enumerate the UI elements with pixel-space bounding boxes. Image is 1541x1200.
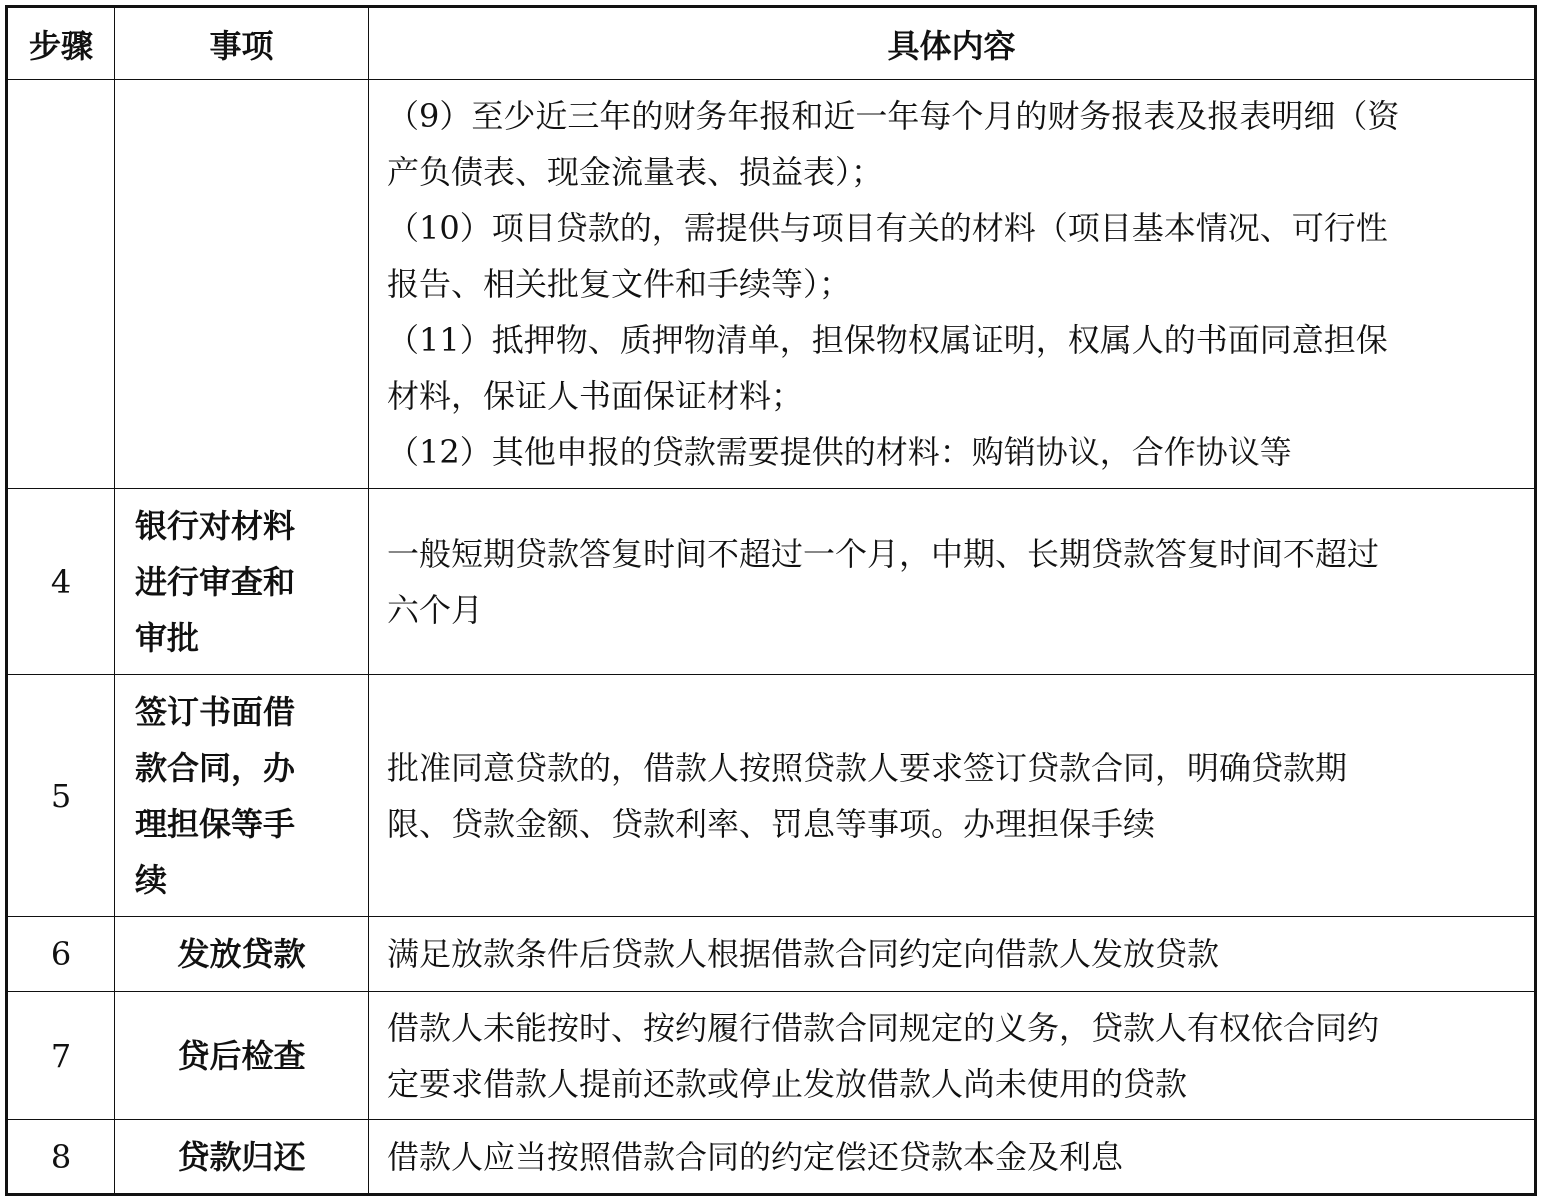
table-row: [7, 675, 1536, 917]
item-cell: [115, 489, 369, 675]
table-row: [7, 992, 1536, 1120]
header-row: [7, 7, 1536, 80]
content-line: 定要求借款人提前还款或停止发放借款人尚未使用的贷款: [387, 1064, 1188, 1103]
item-line: 续: [135, 860, 168, 899]
table-row: [7, 917, 1536, 992]
content-line: （9）至少近三年的财务年报和近一年每个月的财务报表及报表明细（资: [387, 97, 1400, 135]
item-line: 发放贷款: [177, 935, 306, 973]
content-line: 产负债表、现金流量表、损益表）；: [387, 153, 884, 191]
content-line: 六个月: [387, 590, 484, 629]
item-line: 进行审查和: [135, 562, 296, 601]
content-line: 满足放款条件后贷款人根据借款合同约定向借款人发放贷款: [387, 935, 1220, 973]
content-cell: [369, 675, 1536, 917]
content-cell: [369, 917, 1536, 992]
item-line: 理担保等手: [135, 804, 296, 843]
content-cell: [369, 489, 1536, 675]
item-line: 审批: [135, 618, 200, 657]
step-cell: 5: [7, 675, 115, 917]
content-line: 报告、相关批复文件和手续等）；: [387, 265, 852, 303]
content-line: 一般短期贷款答复时间不超过一个月，中期、长期贷款答复时间不超过: [387, 534, 1380, 573]
step-cell: 8: [7, 1120, 115, 1195]
item-line: 贷款归还: [177, 1137, 306, 1176]
step-cell: [7, 80, 115, 489]
item-cell: [115, 675, 369, 917]
content-cell: [369, 1120, 1536, 1195]
step-cell: 6: [7, 917, 115, 992]
content-line: （10）项目贷款的，需提供与项目有关的材料（项目基本情况、可行性: [387, 209, 1388, 247]
content-line: （11）抵押物、质押物清单，担保物权属证明，权属人的书面同意担保: [387, 321, 1388, 359]
item-line: 款合同，办: [135, 748, 296, 787]
content-line: 限、贷款金额、贷款利率、罚息等事项。办理担保手续: [387, 804, 1156, 843]
item-line: 银行对材料: [135, 506, 296, 545]
table-row: [7, 1120, 1536, 1195]
header-content: 具体内容: [369, 7, 1536, 80]
item-cell: [115, 917, 369, 992]
step-cell: 7: [7, 992, 115, 1120]
content-line: （12）其他申报的贷款需要提供的材料：购销协议，合作协议等: [387, 433, 1292, 471]
content-line: 批准同意贷款的，借款人按照贷款人要求签订贷款合同，明确贷款期: [387, 748, 1348, 787]
content-line: 材料，保证人书面保证材料；: [387, 377, 804, 415]
table-row: [7, 489, 1536, 675]
item-cell: [115, 80, 369, 489]
item-line: 签订书面借: [135, 692, 296, 731]
item-line: 贷后检查: [177, 1036, 306, 1075]
table-row: [7, 80, 1536, 489]
header-item: 事项: [115, 7, 369, 80]
content-cell: [369, 992, 1536, 1120]
item-cell: [115, 1120, 369, 1195]
item-cell: [115, 992, 369, 1120]
loan-process-table: [5, 5, 1537, 1196]
content-cell: [369, 80, 1536, 489]
content-line: 借款人未能按时、按约履行借款合同规定的义务，贷款人有权依合同约: [387, 1008, 1380, 1047]
header-step: 步骤: [7, 7, 115, 80]
content-line: 借款人应当按照借款合同的约定偿还贷款本金及利息: [387, 1137, 1124, 1176]
step-cell: 4: [7, 489, 115, 675]
